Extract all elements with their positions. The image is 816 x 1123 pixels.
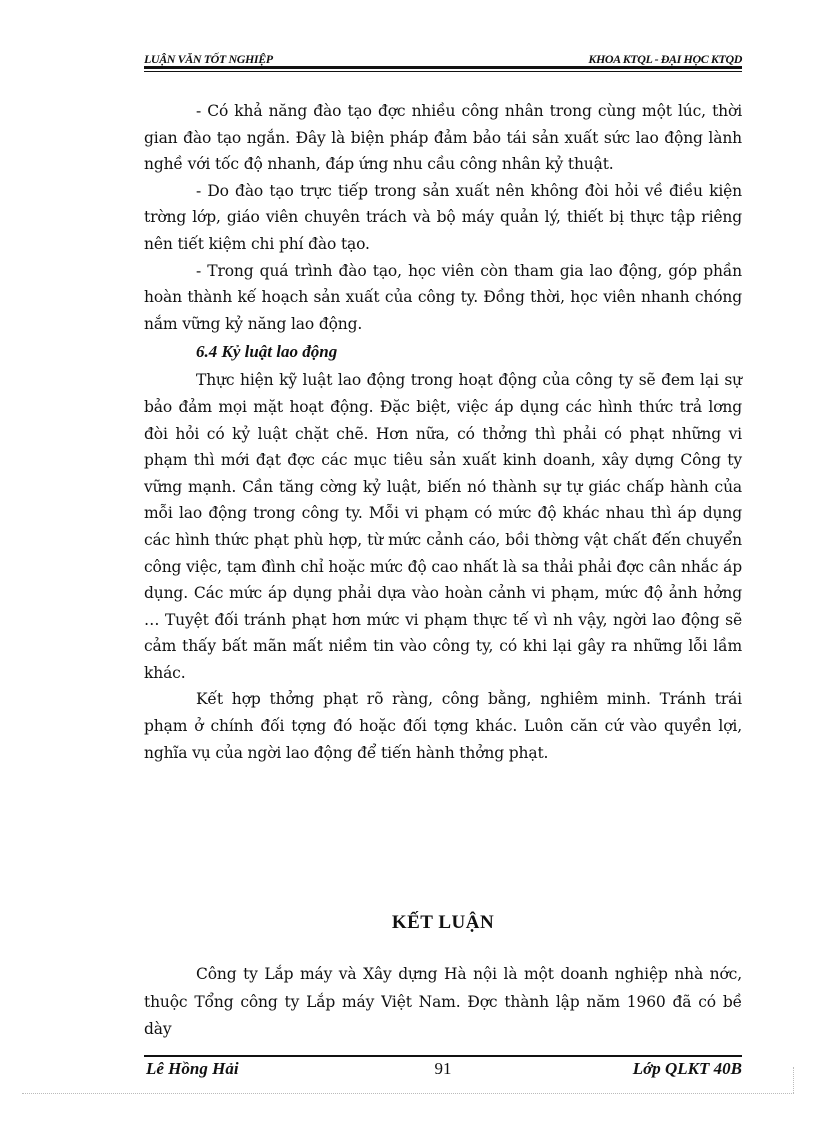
paragraph-discipline-1: Thực hiện kỹ luật lao động trong hoạt động của công ty sẽ đem lại sự bảo đảm mọi mặt hoạt động. Đặc biệt, việc áp dụng các hình thức trả lơng đòi hỏi có kỷ luật chặt chẽ. Hơn nữa, có thởng thì phải có phạt những vi phạm thì mới đạt đợc các mục tiêu sản xuất kinh doanh, xây dựng Công ty vững mạnh. Cần tăng cờng kỷ luật, biến nó thành sự tự giác chấp hành của mỗi lao động trong công ty. Mỗi vi phạm có mức độ khác nhau thì áp dụng các hình thức phạt phù hợp, từ mức cảnh cáo, bồi thờng vật chất đến chuyển công việc, tạm đình chỉ hoặc mức độ cao nhất là sa thải phải đợc cân nhắc áp dụng. Các mức áp dụng phải dựa vào hoàn cảnh vi phạm, mức độ ảnh hởng … Tuyệt đối tránh phạt hơn mức vi phạm thực tế vì nh vậy, ngời lao động sẽ cảm thấy bất mãn mất niềm tin vào công ty, có khi lại gây ra những lỗi lầm khác. xyxy=(144,371,742,682)
header-thesis-label: LUẬN VĂN TỐT NGHIỆP xyxy=(144,52,273,66)
section-heading-discipline: 6.4 Kỷ luật lao động xyxy=(196,342,338,362)
page-border-bottom xyxy=(22,1093,794,1094)
header-faculty-label: KHOA KTQL - ĐẠI HỌC KTQD xyxy=(588,52,742,66)
footer-rule xyxy=(144,1055,742,1057)
body-text xyxy=(144,98,742,766)
footer-class: Lớp QLKT 40B xyxy=(632,1059,742,1078)
conclusion-title: KẾT LUẬN xyxy=(391,912,495,933)
footer-author: Lê Hồng Hải xyxy=(146,1059,239,1078)
page-border-right xyxy=(793,1067,794,1093)
paragraph-discipline-2: Kết hợp thởng phạt rõ ràng, công bằng, nghiêm minh. Tránh trái phạm ở chính đối tợng đó hoặc đối tợng khác. Luôn căn cứ vào quyền lợi, nghĩa vụ của ngời lao động để tiến hành thởng phạt. xyxy=(144,690,742,762)
paragraph-training-1: - Có khả năng đào tạo đợc nhiều công nhân trong cùng một lúc, thời gian đào tạo ngắn. Đây là biện pháp đảm bảo tái sản xuất sức lao động lành nghề với tốc độ nhanh, đáp ứng nhu cầu công nhân kỷ thuật. xyxy=(144,102,742,174)
page-number: 91 xyxy=(434,1059,452,1078)
header-rule-thick xyxy=(144,66,742,69)
header-rule-thin xyxy=(144,71,742,72)
conclusion-body xyxy=(144,961,742,1044)
paragraph-training-3: - Trong quá trình đào tạo, học viên còn tham gia lao động, góp phần hoàn thành kế hoạch sản xuất của công ty. Đồng thời, học viên nhanh chóng nắm vững kỷ năng lao động. xyxy=(144,261,742,333)
paragraph-training-2: - Do đào tạo trực tiếp trong sản xuất nên không đòi hỏi về điều kiện trờng lớp, giáo viên chuyên trách và bộ máy quản lý, thiết bị thực tập riêng nên tiết kiệm chi phí đào tạo. xyxy=(144,181,742,253)
page-footer xyxy=(144,1059,742,1081)
paragraph-conclusion: Công ty Lắp máy và Xây dựng Hà nội là một doanh nghiệp nhà nớc, thuộc Tổng công ty Lắp máy Việt Nam. Đợc thành lập năm 1960 đã có bề dày xyxy=(144,965,742,1038)
